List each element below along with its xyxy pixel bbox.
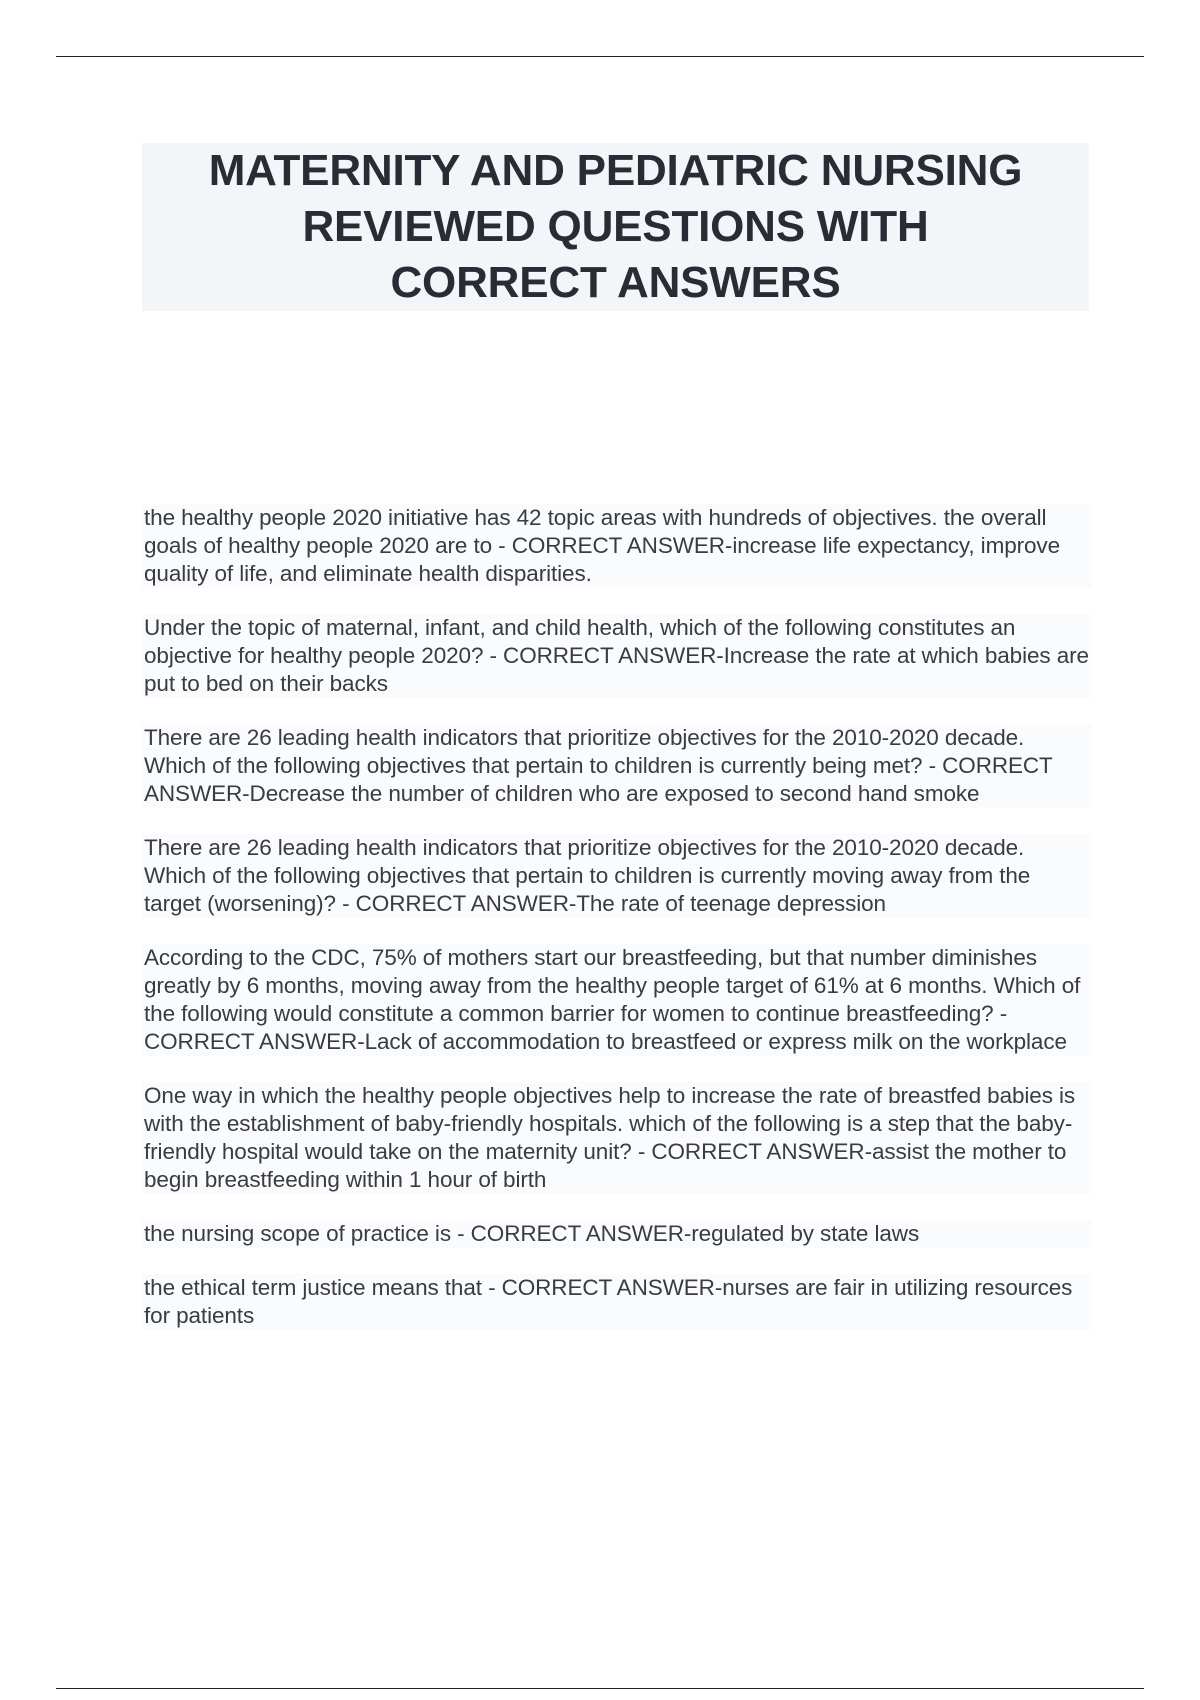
title-line: CORRECT ANSWERS <box>390 258 841 307</box>
title-line: REVIEWED QUESTIONS WITH <box>302 202 929 251</box>
qa-item: There are 26 leading health indicators that prioritize objectives for the 2010-2020 decade. Which of the following objectives that pertain to children is currently being met? - CORRECT ANSWER-Decrease the number of children who are exposed to second hand smoke <box>142 724 1092 808</box>
qa-item: the nursing scope of practice is - CORRECT ANSWER-regulated by state laws <box>142 1220 1092 1248</box>
top-rule <box>56 56 1144 57</box>
title-block <box>142 143 1089 311</box>
title-line: MATERNITY AND PEDIATRIC NURSING <box>208 146 1023 195</box>
qa-item: There are 26 leading health indicators that prioritize objectives for the 2010-2020 decade. Which of the following objectives that pertain to children is currently moving away from the target (worsening)? - CORRECT ANSWER-The rate of teenage depression <box>142 834 1092 918</box>
bottom-rule <box>56 1688 1144 1689</box>
qa-item: Under the topic of maternal, infant, and child health, which of the following constitutes an objective for healthy people 2020? - CORRECT ANSWER-Increase the rate at which babies are put to bed on their backs <box>142 614 1092 698</box>
qa-item: According to the CDC, 75% of mothers start our breastfeeding, but that number diminishes greatly by 6 months, moving away from the healthy people target of 61% at 6 months. Which of the following would constitute a common barrier for women to continue breastfeeding? - CORRECT ANSWER-Lack of accommodation to breastfeed or express milk on the workplace <box>142 944 1092 1056</box>
qa-item: One way in which the healthy people objectives help to increase the rate of breastfed babies is with the establishment of baby-friendly hospitals. which of the following is a step that the baby-friendly hospital would take on the maternity unit? - CORRECT ANSWER-assist the mother to begin breastfeeding within 1 hour of birth <box>142 1082 1092 1194</box>
qa-item: the healthy people 2020 initiative has 42 topic areas with hundreds of objectives. the overall goals of healthy people 2020 are to - CORRECT ANSWER-increase life expectancy, improve quality of life, and eliminate health disparities. <box>142 504 1092 588</box>
question-answer-list <box>142 504 1092 1356</box>
qa-item: the ethical term justice means that - CORRECT ANSWER-nurses are fair in utilizing resources for patients <box>142 1274 1092 1330</box>
document-title <box>146 143 1086 311</box>
